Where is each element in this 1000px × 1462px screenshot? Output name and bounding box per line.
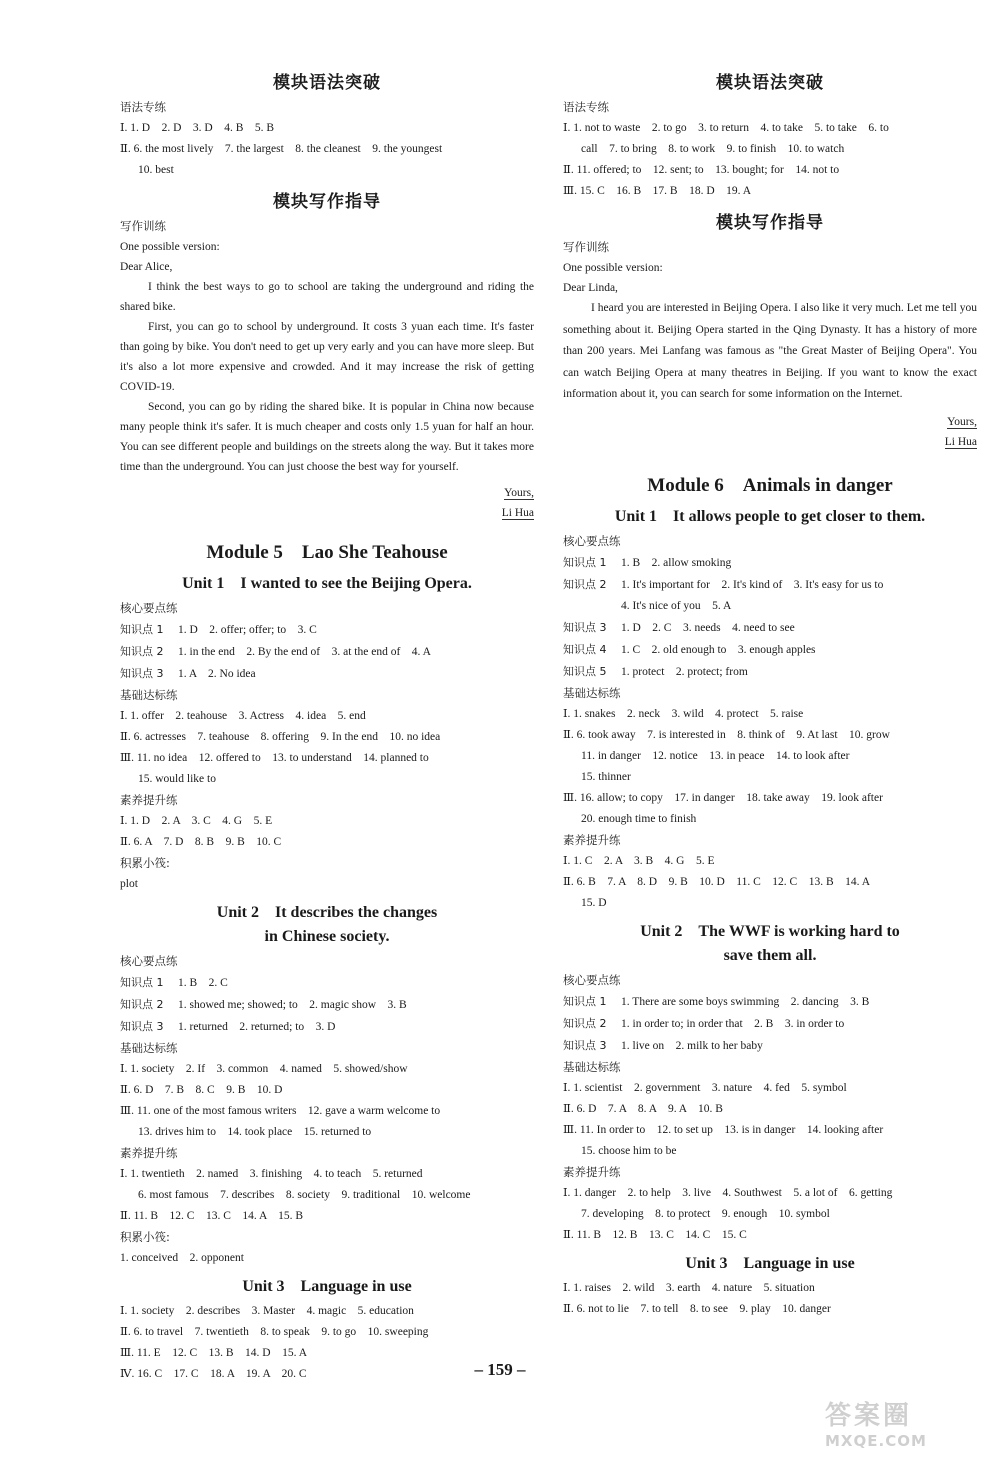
knowledge-point: 知识点 2 1. in the end 2. By the end of 3. at the end of 4. A [120, 645, 431, 658]
grammar-title-right: 模块语法突破 [716, 73, 824, 92]
answer-line: Ⅰ. 1. D 2. A 3. C 4. G 5. E [120, 815, 273, 827]
answer-line: 7. developing 8. to protect 9. enough 10. symbol [581, 1207, 830, 1220]
knowledge-point: 知识点 5 1. protect 2. protect; from [563, 664, 748, 678]
answer-line: Ⅲ. 11. one of the most famous writers 12. gave a warm welcome to [120, 1105, 441, 1117]
answer-line: Ⅰ. 1. twentieth 2. named 3. finishing 4. to teach 5. returned [120, 1168, 423, 1180]
version-label: One possible version: [563, 262, 663, 274]
letter-signature: Li Hua [501, 507, 534, 519]
m6-unit1-title: Unit 1 It allows people to get closer to them. [614, 507, 926, 525]
answer-line: Ⅰ. 1. snakes 2. neck 3. wild 4. protect 5. raise [563, 707, 804, 720]
section-label: 核心要点练 [563, 533, 621, 548]
grammar-title-left: 模块语法突破 [273, 73, 381, 92]
knowledge-point-cont: 4. It's nice of you 5. A [621, 599, 732, 612]
answer-line: Ⅱ. 6. D 7. B 8. C 9. B 10. D [120, 1084, 283, 1096]
answer-line: Ⅰ. 1. society 2. describes 3. Master 4. magic 5. education [120, 1305, 414, 1317]
knowledge-point: 知识点 3 1. live on 2. milk to her baby [563, 1038, 763, 1052]
right-column [563, 62, 977, 1320]
answer-line: Ⅳ. 16. C 17. C 18. A 19. A 20. C [120, 1368, 307, 1380]
section-label: 素养提升练 [563, 1164, 621, 1179]
grammar-label-right: 语法专练 [563, 100, 609, 114]
letter-paragraph: Second, you can go by riding the shared bike. It is popular in China now because many people think it's safer. It is much cheaper and costs only 1.5 yuan for half an hour. You can see different people and buildings on the streets along the way. But it takes more time than the underground. You can just choose the best way for yourself. [120, 401, 534, 473]
answer-line: Ⅲ. 11. no idea 12. offered to 13. to understand 14. planned to [120, 752, 429, 764]
section-label: 核心要点练 [120, 954, 178, 968]
answer-line: Ⅱ. 6. A 7. D 8. B 9. B 10. C [120, 836, 282, 848]
answer-line: Ⅰ. 1. society 2. If 3. common 4. named 5. showed/show [120, 1063, 408, 1075]
section-label: 基础达标练 [563, 685, 621, 700]
letter-paragraph: I think the best ways to go to school are taking the underground and riding the shared bike. [120, 281, 534, 313]
answer-line: Ⅱ. 6. actresses 7. teahouse 8. offering 9. In the end 10. no idea [120, 731, 441, 743]
watermark [825, 1395, 995, 1457]
answer-line: Ⅱ. 6. took away 7. is interested in 8. think of 9. At last 10. grow [563, 728, 890, 741]
answer-line: Ⅱ. 11. B 12. B 13. C 14. C 15. C [563, 1228, 747, 1241]
section-label: 素养提升练 [120, 793, 178, 807]
writing-title-right: 模块写作指导 [716, 213, 824, 232]
letter-greeting: Dear Alice, [120, 261, 173, 273]
section-label: 素养提升练 [563, 832, 621, 847]
section-label: 核心要点练 [120, 601, 178, 615]
knowledge-point: 知识点 3 1. returned 2. returned; to 3. D [120, 1020, 336, 1033]
knowledge-point: 知识点 3 1. A 2. No idea [120, 667, 256, 680]
knowledge-point: 知识点 1 1. B 2. allow smoking [563, 555, 732, 569]
grammar-label-left: 语法专练 [120, 100, 166, 114]
answer-line: 1. conceived 2. opponent [120, 1252, 244, 1264]
answer-line: plot [120, 878, 138, 890]
answer-line: 13. drives him to 14. took place 15. returned to [138, 1126, 372, 1138]
m5-unit2-title: Unit 2 It describes the changes in Chinese society. [216, 904, 438, 945]
version-label: One possible version: [120, 241, 220, 253]
left-column [120, 62, 534, 1385]
section-label: 素养提升练 [120, 1146, 178, 1160]
letter-signature: Li Hua [944, 435, 977, 448]
answer-line: Ⅲ. 15. C 16. B 17. B 18. D 19. A [563, 185, 752, 197]
answer-line: 6. most famous 7. describes 8. society 9. traditional 10. welcome [138, 1189, 471, 1201]
knowledge-point: 知识点 2 1. It's important for 2. It's kind of 3. It's easy for us to [563, 577, 884, 591]
answer-line: 15. would like to [138, 773, 216, 785]
answer-line: 20. enough time to finish [581, 812, 697, 825]
knowledge-point: 知识点 3 1. D 2. C 3. needs 4. need to see [563, 620, 795, 634]
answer-line: 10. best [138, 164, 174, 176]
letter-paragraph: I heard you are interested in Beijing Opera. I also like it very much. Let me tell you something about it. Beijing Opera started in the Qing Dynasty. It has a history of more than 200 years. Mei Lanfang was famous as "the Great Master of Beijing Opera". You can watch Beijing Opera at many theatres in Beijing. If you want to know the exact information about it, you can search for some information on the Internet. [563, 302, 977, 400]
section-label: 积累小筏: [120, 856, 170, 870]
watermark-logo: 答案圈 [825, 1401, 913, 1431]
answer-line: Ⅰ. 1. D 2. D 3. D 4. B 5. B [120, 122, 275, 134]
answer-line: Ⅰ. 1. offer 2. teahouse 3. Actress 4. idea 5. end [120, 710, 366, 722]
answer-line: Ⅰ. 1. raises 2. wild 3. earth 4. nature 5. situation [563, 1281, 815, 1294]
section-label: 基础达标练 [120, 688, 178, 702]
knowledge-point: 知识点 1 1. There are some boys swimming 2. dancing 3. B [563, 994, 870, 1008]
answer-line: 15. choose him to be [581, 1144, 677, 1157]
page-number: – 159 – [474, 1360, 526, 1379]
answer-line: Ⅱ. 11. B 12. C 13. C 14. A 15. B [120, 1210, 304, 1222]
answer-line: Ⅰ. 1. not to waste 2. to go 3. to return 4. to take 5. to take 6. to [563, 122, 889, 134]
section-label: 基础达标练 [563, 1059, 621, 1074]
answer-line: Ⅲ. 11. E 12. C 13. B 14. D 15. A [120, 1347, 308, 1359]
answer-line: call 7. to bring 8. to work 9. to finish 10. to watch [581, 143, 845, 155]
section-label: 核心要点练 [563, 972, 621, 987]
answer-line: Ⅲ. 11. In order to 12. to set up 13. is in danger 14. looking after [563, 1123, 884, 1136]
answer-line: Ⅱ. 6. not to lie 7. to tell 8. to see 9. play 10. danger [563, 1302, 831, 1315]
module5-title: Module 5 Lao She Teahouse [206, 542, 448, 563]
letter-greeting: Dear Linda, [563, 282, 618, 294]
answer-line: 15. thinner [581, 770, 631, 783]
section-label: 积累小筏: [120, 1230, 170, 1244]
knowledge-point: 知识点 1 1. B 2. C [120, 976, 228, 989]
answer-line: Ⅰ. 1. danger 2. to help 3. live 4. Southwest 5. a lot of 6. getting [563, 1186, 893, 1199]
m5-unit1-title: Unit 1 I wanted to see the Beijing Opera. [182, 575, 472, 592]
watermark-url: MXQE.COM [825, 1432, 927, 1450]
writing-label-left: 写作训练 [120, 219, 166, 233]
answer-line: Ⅲ. 16. allow; to copy 17. in danger 18. take away 19. look after [563, 791, 883, 804]
answer-line: Ⅱ. 6. the most lively 7. the largest 8. the cleanest 9. the youngest [120, 143, 443, 155]
knowledge-point: 知识点 1 1. D 2. offer; offer; to 3. C [120, 623, 317, 636]
answer-line: Ⅰ. 1. scientist 2. government 3. nature 4. fed 5. symbol [563, 1081, 847, 1094]
module6-title: Module 6 Animals in danger [647, 474, 893, 496]
answer-line: Ⅱ. 6. to travel 7. twentieth 8. to speak 9. to go 10. sweeping [120, 1326, 429, 1338]
knowledge-point: 知识点 4 1. C 2. old enough to 3. enough apples [563, 642, 816, 656]
answer-line: Ⅱ. 6. B 7. A 8. D 9. B 10. D 11. C 12. C 13. B 14. A [563, 875, 871, 888]
section-label: 基础达标练 [120, 1041, 178, 1055]
knowledge-point: 知识点 2 1. showed me; showed; to 2. magic show 3. B [120, 998, 407, 1011]
m5-unit3-title: Unit 3 Language in use [242, 1278, 412, 1295]
answer-line: 11. in danger 12. notice 13. in peace 14. to look after [581, 749, 850, 762]
writing-title-left: 模块写作指导 [273, 192, 381, 211]
writing-label-right: 写作训练 [563, 240, 609, 254]
answer-line: Ⅰ. 1. C 2. A 3. B 4. G 5. E [563, 854, 715, 867]
knowledge-point: 知识点 2 1. in order to; in order that 2. B 3. in order to [563, 1016, 845, 1030]
answer-line: Ⅱ. 6. D 7. A 8. A 9. A 10. B [563, 1102, 723, 1115]
m6-unit3-title: Unit 3 Language in use [685, 1254, 855, 1272]
letter-paragraph: First, you can go to school by underground. It costs 3 yuan each time. It's faster than going by bike. You don't need to get up very early and you can have more sleep. But it's also a lot more expensive and crowded. And it may increase the risk of getting COVID-19. [120, 321, 534, 393]
answer-line: 15. D [581, 896, 607, 909]
answer-line: Ⅱ. 11. offered; to 12. sent; to 13. bought; for 14. not to [563, 164, 840, 176]
letter-closing: Yours, [504, 487, 534, 499]
m6-unit2-title: Unit 2 The WWF is working hard to save them all. [640, 922, 900, 964]
letter-closing: Yours, [947, 415, 977, 428]
